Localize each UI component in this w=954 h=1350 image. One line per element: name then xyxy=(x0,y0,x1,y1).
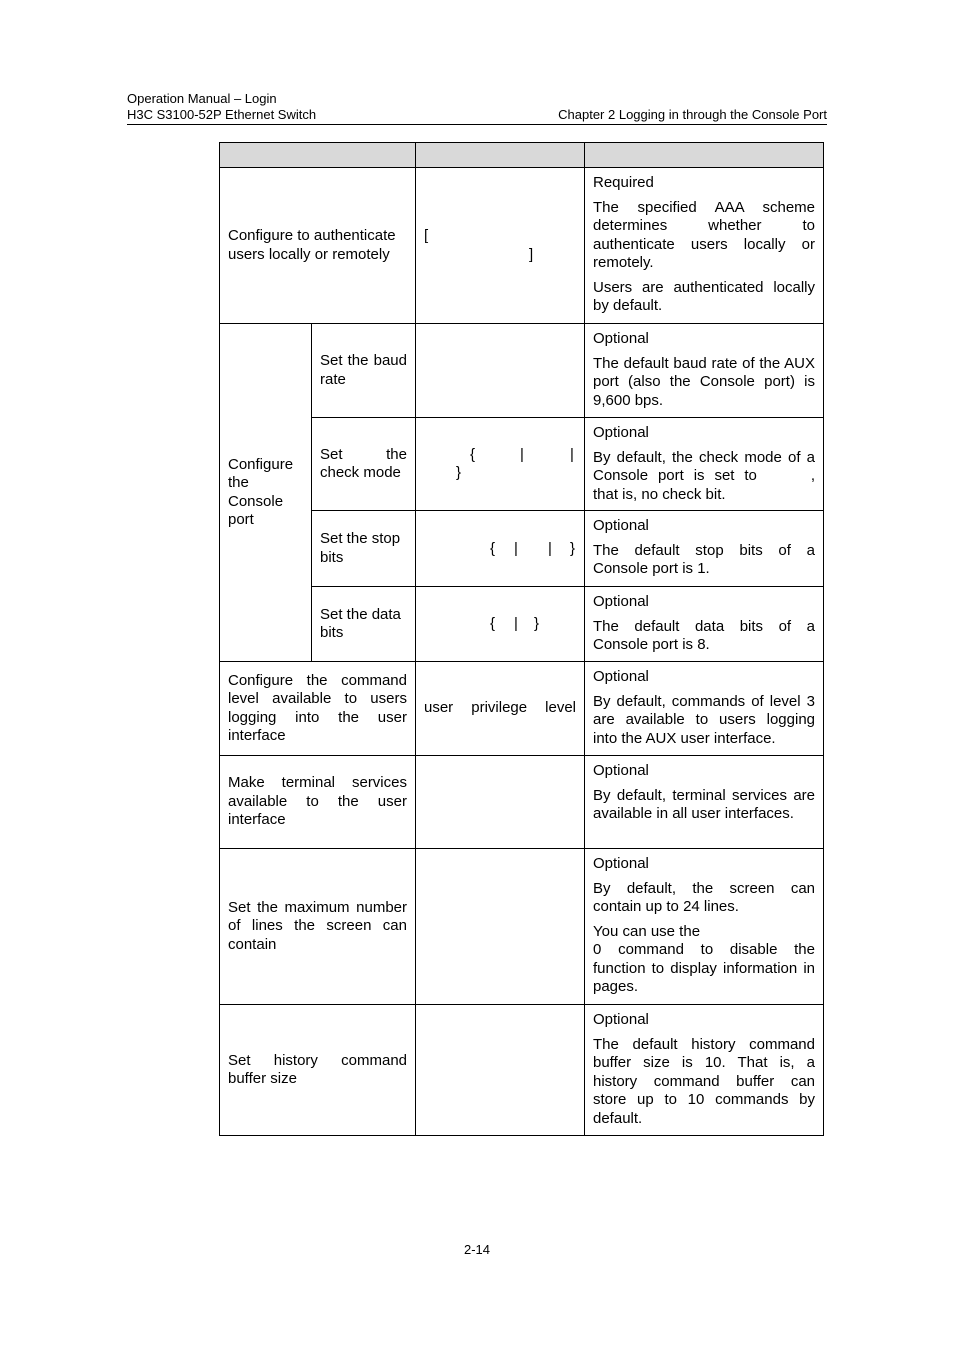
remarks-cell xyxy=(585,168,824,324)
remark-text: By default, the screen can contain up to 24 lines. xyxy=(593,879,815,915)
remark-text: Optional xyxy=(593,855,649,872)
table-row xyxy=(220,1005,824,1136)
remark-text: By default, terminal services are available in all user interfaces. xyxy=(593,786,815,822)
command-cell xyxy=(416,324,585,418)
command-separator: | xyxy=(514,539,518,557)
command-cell xyxy=(416,849,585,1005)
remark-text: Optional xyxy=(593,517,649,534)
header-product-name: H3C S3100-52P Ethernet Switch xyxy=(127,107,317,122)
remark-text: Optional xyxy=(593,330,649,347)
table-row xyxy=(220,662,824,756)
operation-cell: Set the baud rate xyxy=(312,324,416,418)
remarks-cell xyxy=(585,587,824,662)
command-cell xyxy=(416,511,585,587)
command-cell xyxy=(416,587,585,662)
table-row xyxy=(220,756,824,849)
command-cell: user privilege level xyxy=(416,662,585,756)
command-bracket-open: [ xyxy=(424,227,429,244)
operation-cell: Set history command buffer size xyxy=(220,1005,416,1136)
remark-text: Optional xyxy=(593,593,649,610)
operation-cell: Configure the command level available to users logging into the user interface xyxy=(220,662,416,756)
command-bracket-close: ] xyxy=(529,245,534,263)
table-row xyxy=(220,849,824,1005)
remarks-cell xyxy=(585,418,824,511)
command-cell xyxy=(416,418,585,511)
table-header-row xyxy=(220,143,824,168)
header-rule xyxy=(127,124,827,125)
header-cell-command xyxy=(416,143,585,168)
operation-cell: Configure to authenticate users locally or remotely xyxy=(220,168,416,324)
remark-text-part: By default, the check mode of a Console port is set to xyxy=(593,448,815,484)
command-cell xyxy=(416,168,585,324)
remark-text-part: 0 command to disable the function to display information in pages. xyxy=(593,941,815,995)
remark-text: The specified AAA scheme determines whether to authenticate users locally or remotely. xyxy=(593,198,815,271)
command-brace-close: } xyxy=(534,615,540,632)
command-separator: | xyxy=(548,539,552,557)
command-separator: | xyxy=(570,445,574,463)
remark-text xyxy=(593,449,815,505)
command-cell xyxy=(416,756,585,849)
remark-text: Required xyxy=(593,174,654,191)
remark-text xyxy=(593,923,815,997)
remark-text: Optional xyxy=(593,1011,649,1028)
command-brace-close: } xyxy=(570,539,576,557)
group-cell: Configure the Console port xyxy=(220,324,312,662)
remarks-cell xyxy=(585,849,824,1005)
remarks-cell xyxy=(585,511,824,587)
remark-text: Optional xyxy=(593,762,649,779)
command-separator: | xyxy=(514,615,518,632)
command-cell xyxy=(416,1005,585,1136)
operation-cell: Set the stop bits xyxy=(312,511,416,587)
remark-text-part: You can use the xyxy=(593,922,701,940)
operation-cell: Set the data bits xyxy=(312,587,416,662)
remark-text: Optional xyxy=(593,424,649,441)
remark-text: Users are authenticated locally by default. xyxy=(593,278,815,314)
command-brace-close: } xyxy=(456,463,462,481)
header-manual-title: Operation Manual – Login xyxy=(127,91,277,106)
command-brace-open: { xyxy=(490,615,496,632)
remark-text: The default stop bits of a Console port is 1. xyxy=(593,541,815,577)
table-row xyxy=(220,168,824,324)
command-brace-open: { xyxy=(490,539,496,557)
remark-text-part: , xyxy=(810,467,815,484)
configuration-table xyxy=(219,142,824,1136)
header-chapter-title: Chapter 2 Logging in through the Console Port xyxy=(558,107,827,122)
page-number: 2-14 xyxy=(463,1242,491,1257)
operation-cell: Set the maximum number of lines the screen can contain xyxy=(220,849,416,1005)
remark-text: The default data bits of a Console port is 8. xyxy=(593,617,815,653)
header-cell-remarks xyxy=(585,143,824,168)
operation-cell: Make terminal services available to the user interface xyxy=(220,756,416,849)
remarks-cell xyxy=(585,1005,824,1136)
header-cell-operation xyxy=(220,143,416,168)
remark-text: The default history command buffer size is 10. That is, a history command buffer can store up to 10 commands by default. xyxy=(593,1035,815,1127)
remarks-cell xyxy=(585,756,824,849)
remarks-cell xyxy=(585,324,824,418)
command-brace-open: { xyxy=(470,445,476,463)
remarks-cell xyxy=(585,662,824,756)
command-separator: | xyxy=(520,445,524,463)
remark-text: By default, commands of level 3 are available to users logging into the AUX user interface. xyxy=(593,692,815,747)
operation-cell: Set the check mode xyxy=(312,418,416,511)
remark-text-part: that is, no check bit. xyxy=(593,485,726,503)
table-row xyxy=(220,324,824,418)
remark-text: The default baud rate of the AUX port (also the Console port) is 9,600 bps. xyxy=(593,354,815,409)
remark-text: Optional xyxy=(593,668,649,685)
